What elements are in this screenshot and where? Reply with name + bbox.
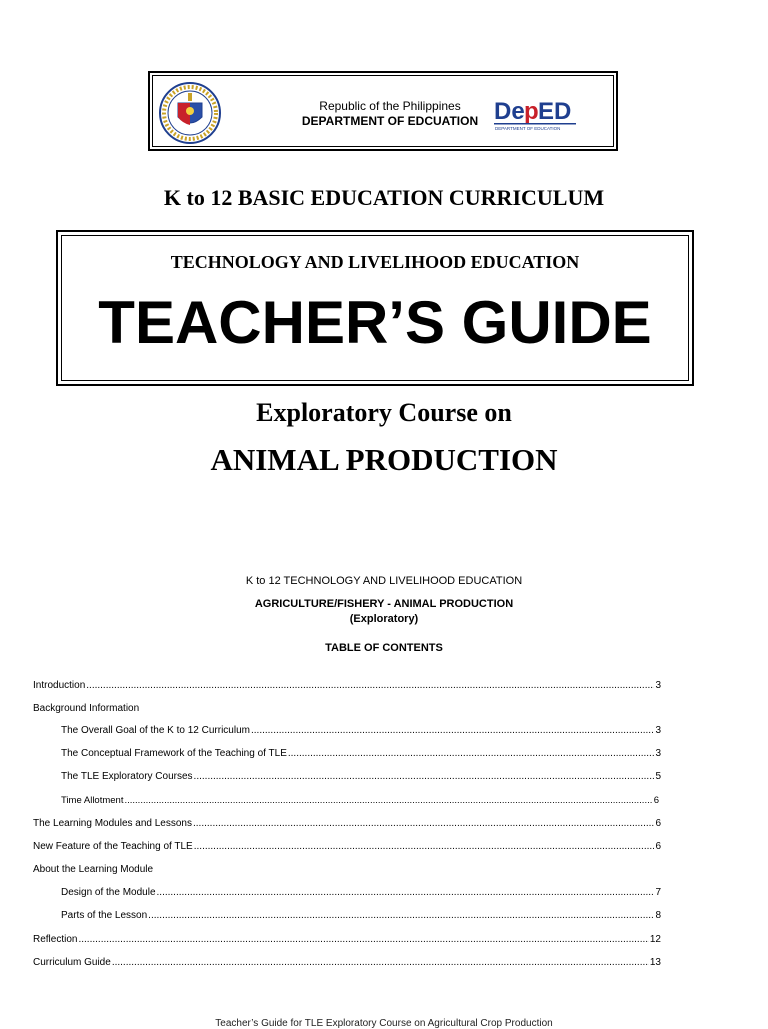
toc-item[interactable] (61, 910, 661, 922)
toc-item[interactable] (61, 887, 661, 899)
toc-label: Design of the Module (61, 887, 156, 898)
svg-text:p: p (524, 98, 539, 125)
toc-label: The TLE Exploratory Courses (61, 771, 193, 782)
republic-text: Republic of the Philippines (319, 99, 461, 113)
section-line-2: AGRICULTURE/FISHERY - ANIMAL PRODUCTION (254, 598, 514, 610)
toc-item[interactable] (33, 841, 661, 853)
title-box (56, 230, 694, 386)
section-line-3: (Exploratory) (349, 613, 419, 625)
subject-title: TECHNOLOGY AND LIVELIHOOD EDUCATION (170, 252, 580, 272)
toc-item[interactable] (61, 795, 659, 807)
department-text: DEPARTMENT OF EDCUATION (301, 114, 479, 128)
toc-label: The Conceptual Framework of the Teaching of TLE (61, 748, 287, 759)
toc-item[interactable]: About the Learning Module (33, 864, 154, 875)
page-footer: Teacher’s Guide for TLE Exploratory Course on Agricultural Crop Production (215, 1018, 553, 1029)
toc-page: 13 (649, 957, 661, 968)
curriculum-title: K to 12 BASIC EDUCATION CURRICULUM (163, 185, 605, 210)
svg-text:De: De (494, 98, 525, 125)
toc-item[interactable] (61, 748, 661, 760)
toc-item[interactable]: Background Information (33, 703, 140, 714)
toc-item[interactable] (33, 818, 661, 830)
toc-page: 6 (655, 818, 661, 829)
toc-heading: TABLE OF CONTENTS (325, 642, 443, 654)
toc-label: Time Allotment (61, 795, 124, 806)
toc-page: 6 (655, 841, 661, 852)
toc-page: 8 (655, 910, 661, 921)
toc-label: The Learning Modules and Lessons (33, 818, 192, 829)
toc-page: 3 (655, 748, 661, 759)
toc-label: Parts of the Lesson (61, 910, 148, 921)
toc-label: Reflection (33, 934, 78, 945)
toc-label: New Feature of the Teaching of TLE (33, 841, 193, 852)
deped-seal-icon (158, 81, 222, 145)
toc-label: Introduction (33, 680, 86, 691)
svg-text:DEPARTMENT OF EDUCATION: DEPARTMENT OF EDUCATION (495, 126, 561, 131)
header-banner (148, 71, 618, 151)
course-title: ANIMAL PRODUCTION (210, 442, 558, 477)
deped-logo-icon (494, 93, 580, 133)
toc-page: 6 (653, 795, 659, 806)
exploratory-heading: Exploratory Course on (256, 398, 512, 427)
section-line-1: K to 12 TECHNOLOGY AND LIVELIHOOD EDUCATION (245, 575, 523, 587)
toc-item[interactable] (33, 680, 661, 692)
toc-page: 12 (649, 934, 661, 945)
toc-item[interactable] (33, 934, 661, 946)
toc-page: 5 (655, 771, 661, 782)
toc-page: 7 (655, 887, 661, 898)
toc-page: 3 (655, 725, 661, 736)
guide-title: TEACHER’S GUIDE (98, 289, 652, 356)
toc-label: Curriculum Guide (33, 957, 111, 968)
toc-label: The Overall Goal of the K to 12 Curriculum (61, 725, 250, 736)
toc-page: 3 (655, 680, 661, 691)
toc-item[interactable] (61, 725, 661, 737)
toc-item[interactable] (33, 957, 661, 969)
svg-text:ED: ED (538, 98, 572, 125)
toc-item[interactable] (61, 771, 661, 783)
